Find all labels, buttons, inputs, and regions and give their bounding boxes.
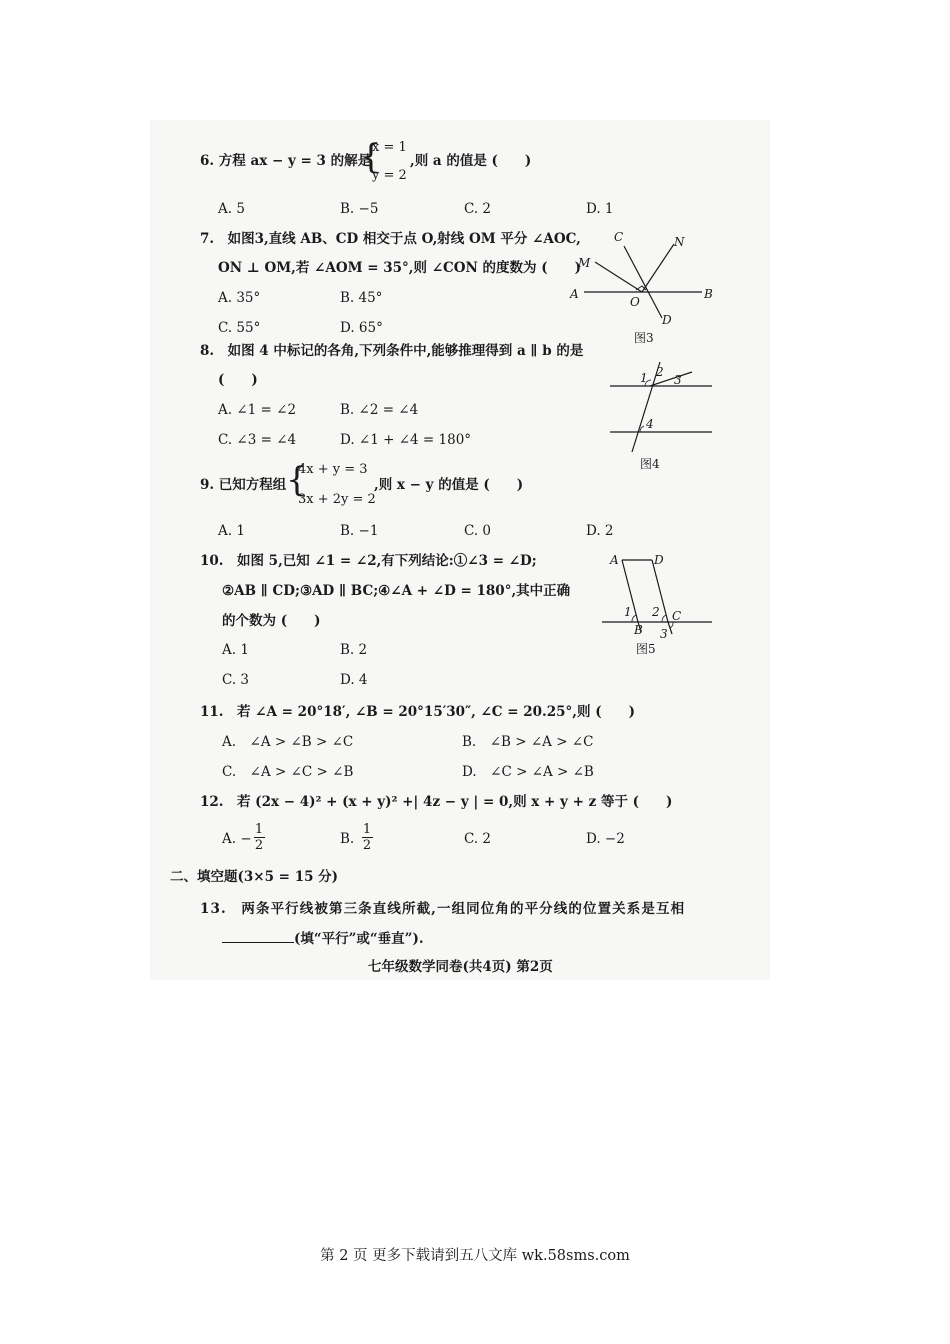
q11-option-c: C. ∠A > ∠C > ∠B bbox=[222, 764, 354, 780]
fig5-label-b: B bbox=[634, 623, 643, 637]
q13-line1: 13. 两条平行线被第三条直线所截,一组同位角的平分线的位置关系是互相 bbox=[200, 901, 686, 917]
fig3-label-o: O bbox=[630, 295, 640, 309]
q7-line1: 7. 如图3,直线 AB、CD 相交于点 O,射线 OM 平分 ∠AOC, bbox=[200, 231, 581, 247]
fig4-label-3: 3 bbox=[674, 373, 682, 387]
fig4-label-1: 1 bbox=[640, 371, 648, 385]
q9-option-a: A. 1 bbox=[218, 523, 245, 539]
q12-option-a-prefix: A. − bbox=[222, 831, 252, 847]
fig5-label-1: 1 bbox=[624, 605, 632, 619]
fig5-label-3: 3 bbox=[660, 627, 668, 641]
q11-option-a: A. ∠A > ∠B > ∠C bbox=[222, 734, 354, 750]
fig5-label-d: D bbox=[654, 553, 664, 567]
q12-option-b-prefix: B. bbox=[340, 831, 355, 847]
q6-tail: ,则 a 的值是 ( ) bbox=[410, 153, 532, 169]
fig3-label-n: N bbox=[674, 235, 685, 249]
q8-line2: ( ) bbox=[218, 372, 258, 388]
q6-option-d: D. 1 bbox=[586, 201, 614, 217]
fig3-caption: 图3 bbox=[634, 331, 654, 345]
q12-stem: 12. 若 (2x − 4)² + (x + y)² +| 4z − y | = 0,则 x + y + z 等于 ( ) bbox=[200, 794, 673, 810]
q9-eq2: 3x + 2y = 2 bbox=[298, 492, 376, 507]
q9-tail: ,则 x − y 的值是 ( ) bbox=[374, 477, 524, 493]
q10-option-b: B. 2 bbox=[340, 642, 368, 658]
q9-option-d: D. 2 bbox=[586, 523, 614, 539]
q7-option-d: D. 65° bbox=[340, 320, 383, 336]
q12-option-a-numerator: 1 bbox=[254, 822, 264, 837]
section-2-heading: 二、填空题(3×5 = 15 分) bbox=[170, 869, 339, 885]
q12-option-c: C. 2 bbox=[464, 831, 492, 847]
q8-option-a: A. ∠1 = ∠2 bbox=[218, 402, 297, 418]
q12-option-a-fraction bbox=[252, 822, 266, 853]
q10-option-c: C. 3 bbox=[222, 672, 250, 688]
q11-option-d: D. ∠C > ∠A > ∠B bbox=[462, 764, 594, 780]
q9-eq1: 4x + y = 3 bbox=[298, 462, 368, 477]
q12-option-b-numerator: 1 bbox=[362, 822, 372, 837]
q9-option-c: C. 0 bbox=[464, 523, 492, 539]
q11-option-b: B. ∠B > ∠A > ∠C bbox=[462, 734, 594, 750]
q8-line1: 8. 如图 4 中标记的各角,下列条件中,能够推理得到 a ∥ b 的是 bbox=[200, 343, 584, 359]
q10-line3: 的个数为 ( ) bbox=[222, 613, 321, 629]
q7-line2: ON ⊥ OM,若 ∠AOM = 35°,则 ∠CON 的度数为 ( ) bbox=[218, 260, 582, 276]
page-info: 七年级数学同卷(共4页) 第2页 bbox=[368, 959, 553, 975]
q6-option-c: C. 2 bbox=[464, 201, 492, 217]
q9-system-brace: { bbox=[286, 460, 308, 500]
fig3-label-m: M bbox=[578, 256, 591, 270]
q13-answer-blank[interactable] bbox=[222, 930, 294, 943]
fig5-label-a: A bbox=[610, 553, 619, 567]
q8-option-d: D. ∠1 + ∠4 = 180° bbox=[340, 432, 472, 448]
q9-stem: 9. 已知方程组 bbox=[200, 477, 287, 493]
q8-option-c: C. ∠3 = ∠4 bbox=[218, 432, 297, 448]
fig3-label-d: D bbox=[662, 313, 672, 327]
q10-line2: ②AB ∥ CD;③AD ∥ BC;④∠A + ∠D = 180°,其中正确 bbox=[222, 583, 571, 599]
q12-option-d: D. −2 bbox=[586, 831, 625, 847]
q6-system-brace: { bbox=[360, 137, 382, 177]
q12-option-b-fraction bbox=[360, 822, 374, 853]
q6-stem: 6. 方程 ax − y = 3 的解是 bbox=[200, 153, 372, 169]
fig3-label-c: C bbox=[614, 230, 624, 244]
q13-line2: (填“平行”或“垂直”). bbox=[294, 931, 424, 947]
q10-option-d: D. 4 bbox=[340, 672, 368, 688]
q8-option-b: B. ∠2 = ∠4 bbox=[340, 402, 419, 418]
q6-eq1: x = 1 bbox=[372, 140, 407, 155]
footer-text: 第 2 页 更多下载请到五八文库 wk.58sms.com bbox=[320, 1248, 630, 1264]
q12-option-b-denominator: 2 bbox=[362, 838, 372, 853]
q7-option-b: B. 45° bbox=[340, 290, 383, 306]
q7-option-a: A. 35° bbox=[218, 290, 261, 306]
fig4-label-4: 4 bbox=[646, 417, 654, 431]
q7-option-c: C. 55° bbox=[218, 320, 261, 336]
q13-line2-wrap bbox=[222, 930, 424, 948]
q11-stem: 11. 若 ∠A = 20°18′, ∠B = 20°15′30″, ∠C = 20.25°,则 ( ) bbox=[200, 704, 635, 720]
fig4-caption: 图4 bbox=[640, 457, 660, 471]
q10-line1: 10. 如图 5,已知 ∠1 = ∠2,有下列结论:①∠3 = ∠D; bbox=[200, 553, 537, 569]
q6-eq2: y = 2 bbox=[372, 168, 407, 183]
fig3-label-b: B bbox=[704, 287, 713, 301]
q6-option-b: B. −5 bbox=[340, 201, 379, 217]
fig4-label-2: 2 bbox=[656, 365, 664, 379]
q12-option-a-denominator: 2 bbox=[254, 838, 264, 853]
fig5-caption: 图5 bbox=[636, 642, 656, 656]
q10-option-a: A. 1 bbox=[222, 642, 249, 658]
q6-option-a: A. 5 bbox=[218, 201, 245, 217]
fig5-label-c: C bbox=[672, 609, 682, 623]
q9-option-b: B. −1 bbox=[340, 523, 379, 539]
fig3-label-a: A bbox=[570, 287, 579, 301]
fig5-label-2: 2 bbox=[652, 605, 660, 619]
